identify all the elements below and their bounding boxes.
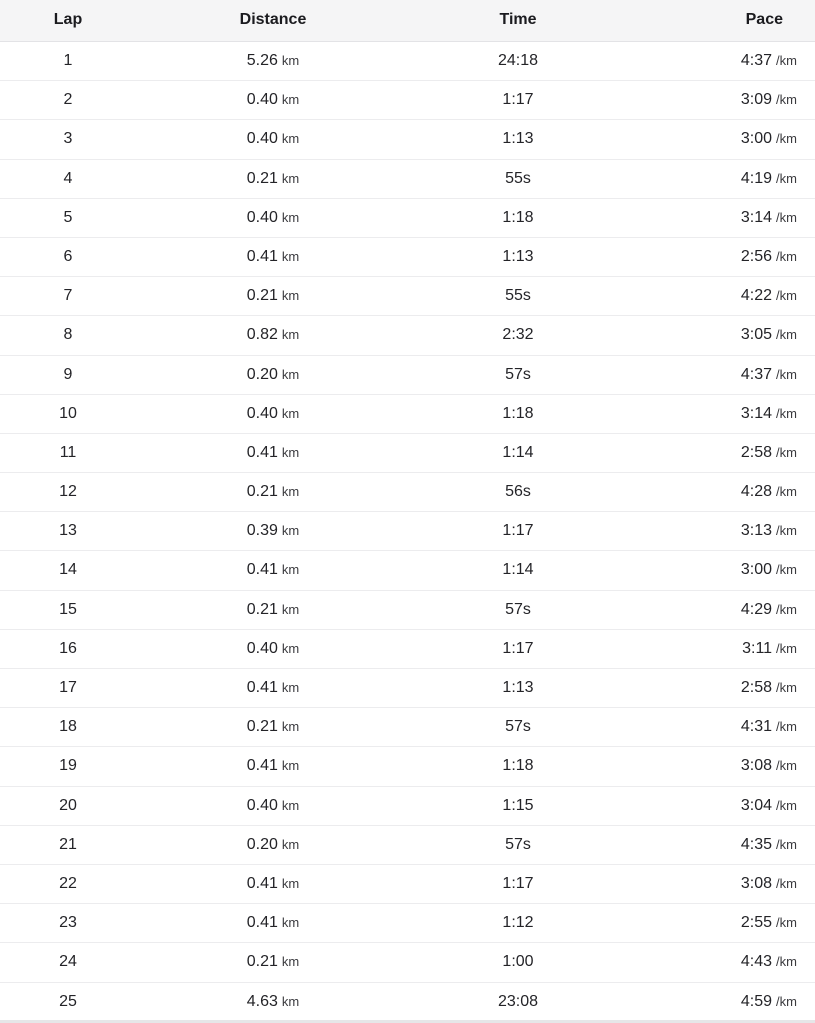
lap-pace-value: 3:08 [740,757,773,775]
lap-pace-value: 2:58 [740,443,773,461]
table-body [0,42,815,1022]
lap-distance-value: 0.40 [246,796,278,814]
lap-distance [223,914,323,932]
column-header-pace[interactable]: Pace [745,11,783,28]
lap-pace-value: 3:14 [740,404,773,422]
lap-time: 55s [505,169,531,187]
lap-distance-value: 0.40 [246,208,278,226]
lap-number: 4 [63,169,73,187]
distance-unit: km [281,405,300,421]
lap-distance-value: 0.82 [246,326,278,344]
distance-unit: km [281,209,300,225]
lap-distance-value: 0.41 [246,757,278,775]
lap-pace [741,444,797,462]
table-row[interactable] [0,747,815,786]
lap-time: 1:18 [502,404,534,422]
pace-unit: /km [776,327,797,343]
lap-number: 14 [59,561,77,579]
lap-distance [223,679,323,697]
table-row[interactable] [0,199,815,238]
lap-distance [223,993,323,1011]
table-row[interactable] [0,551,815,590]
table-row[interactable] [0,42,815,81]
lap-pace [741,718,797,736]
lap-time: 1:17 [502,91,534,109]
distance-unit: km [281,248,300,264]
lap-distance-value: 0.40 [246,130,278,148]
lap-pace [741,953,797,971]
lap-distance-value: 0.21 [246,169,278,187]
lap-pace-value: 3:08 [740,874,773,892]
lap-distance [223,836,323,854]
lap-pace-value: 4:37 [740,52,773,69]
lap-distance-value: 0.40 [246,639,278,657]
lap-time: 1:18 [502,208,534,226]
lap-pace [741,914,797,932]
lap-pace [741,601,797,619]
lap-distance-value: 0.41 [246,914,278,932]
lap-distance-value: 0.20 [246,365,278,383]
pace-unit: /km [776,915,797,931]
table-row[interactable] [0,277,815,316]
lap-number: 2 [63,91,73,109]
lap-distance-value: 0.41 [246,443,278,461]
distance-unit: km [281,92,300,108]
lap-pace [741,130,797,148]
lap-pace [741,757,797,775]
table-header [0,0,815,42]
lap-time: 1:13 [502,130,534,148]
pace-unit: /km [776,366,797,382]
lap-pace-value: 4:31 [740,718,773,736]
distance-unit: km [281,366,300,382]
lap-distance-value: 0.39 [246,522,278,540]
lap-time: 1:15 [502,796,534,814]
lap-distance [223,287,323,305]
lap-pace-value: 4:28 [740,483,773,501]
pace-unit: /km [776,875,797,891]
table-row[interactable] [0,787,815,826]
lap-number: 17 [59,679,77,696]
table-row[interactable] [0,630,815,669]
lap-pace [741,405,797,423]
distance-unit: km [281,954,300,970]
lap-number: 8 [63,326,73,344]
table-row[interactable] [0,395,815,434]
pace-unit: /km [776,562,797,578]
lap-distance [223,718,323,736]
lap-pace-value: 4:22 [740,287,773,305]
lap-distance [223,757,323,775]
lap-distance [223,522,323,540]
lap-pace-value: 2:56 [740,247,773,265]
pace-unit: /km [776,797,797,813]
lap-number: 24 [59,953,77,971]
lap-distance [223,640,323,658]
lap-time: 1:14 [502,561,534,579]
lap-pace-value: 3:13 [740,522,773,540]
lap-distance-value: 0.41 [246,874,278,892]
lap-distance [223,444,323,462]
lap-pace [741,993,797,1011]
lap-pace-value: 4:43 [740,953,773,971]
lap-number: 12 [59,483,77,501]
distance-unit: km [281,562,300,578]
lap-pace-value: 4:19 [740,169,773,187]
lap-distance [223,601,323,619]
lap-distance [223,875,323,893]
lap-distance [223,405,323,423]
distance-unit: km [281,484,300,500]
lap-pace [742,640,797,658]
table-row[interactable] [0,473,815,512]
pace-unit: /km [776,92,797,108]
lap-distance-value: 0.21 [246,718,278,736]
distance-unit: km [281,875,300,891]
lap-pace-value: 3:14 [740,208,773,226]
table-row[interactable] [0,669,815,708]
table-row[interactable] [0,708,815,747]
lap-distance-value: 0.21 [246,483,278,501]
lap-distance-value: 0.20 [246,835,278,853]
pace-unit: /km [776,405,797,421]
lap-pace-value: 3:00 [740,561,773,579]
distance-unit: km [281,680,300,695]
lap-pace [741,287,797,305]
lap-time: 1:00 [502,953,534,971]
lap-time: 2:32 [502,326,534,344]
column-header-lap[interactable]: Lap [53,11,83,28]
lap-number: 18 [59,718,77,736]
table-row[interactable] [0,983,815,1022]
lap-distance [223,561,323,579]
lap-distance [223,797,323,815]
pace-unit: /km [776,53,797,68]
distance-unit: km [281,915,300,931]
lap-time: 1:17 [502,639,534,657]
lap-distance [223,170,323,188]
lap-distance-value: 0.41 [246,679,278,696]
lap-pace-value: 4:37 [740,365,773,383]
column-header-time[interactable]: Time [499,11,537,28]
lap-time: 1:13 [502,247,534,265]
lap-distance-value: 5.26 [246,52,278,69]
lap-time: 1:17 [502,874,534,892]
table-row[interactable] [0,826,815,865]
pace-unit: /km [776,209,797,225]
lap-number: 25 [59,992,77,1010]
lap-number: 23 [59,914,77,932]
table-row[interactable] [0,434,815,473]
table-row[interactable] [0,160,815,199]
lap-number: 21 [59,835,77,853]
lap-time: 57s [505,835,531,853]
lap-distance [223,326,323,344]
distance-unit: km [281,836,300,852]
lap-pace [741,52,797,70]
distance-unit: km [281,797,300,813]
lap-distance-value: 0.21 [246,287,278,305]
lap-number: 16 [59,639,77,657]
table-row[interactable] [0,81,815,120]
distance-unit: km [281,288,300,304]
lap-pace [741,326,797,344]
lap-pace [741,91,797,109]
pace-unit: /km [776,170,797,186]
lap-pace [741,209,797,227]
table-row[interactable] [0,356,815,395]
lap-pace [741,522,797,540]
lap-time: 56s [505,483,531,501]
table-row[interactable] [0,120,815,159]
lap-distance-value: 0.21 [246,600,278,618]
lap-pace-value: 3:04 [740,796,773,814]
lap-time: 24:18 [497,52,539,69]
lap-distance [223,248,323,266]
lap-time: 1:13 [502,679,534,696]
lap-number: 13 [59,522,77,540]
pace-unit: /km [776,993,797,1009]
lap-number: 7 [63,287,73,305]
lap-distance-value: 0.40 [246,404,278,422]
distance-unit: km [281,170,300,186]
distance-unit: km [281,53,300,68]
table-row[interactable] [0,316,815,355]
lap-distance [223,52,323,70]
lap-pace-value: 3:11 [742,639,773,657]
distance-unit: km [281,758,300,774]
lap-pace-value: 2:55 [740,914,773,932]
lap-distance-value: 0.41 [246,247,278,265]
lap-pace-value: 4:35 [740,835,773,853]
distance-unit: km [281,719,300,735]
lap-distance-value: 4.63 [246,992,278,1010]
lap-time: 55s [505,287,531,305]
table-row[interactable] [0,943,815,982]
pace-unit: /km [776,640,797,656]
lap-pace-value: 2:58 [740,679,773,696]
distance-unit: km [281,523,300,539]
distance-unit: km [281,444,300,460]
lap-time: 1:18 [502,757,534,775]
lap-time: 57s [505,600,531,618]
lap-pace [741,366,797,384]
lap-distance [223,366,323,384]
distance-unit: km [281,131,300,147]
pace-unit: /km [776,248,797,264]
lap-number: 22 [59,874,77,892]
pace-unit: /km [776,719,797,735]
table-row[interactable] [0,238,815,277]
lap-time: 1:12 [502,914,534,932]
lap-number: 15 [59,600,77,618]
table-row[interactable] [0,865,815,904]
lap-number: 9 [63,365,73,383]
lap-time: 1:14 [502,443,534,461]
lap-pace [741,248,797,266]
lap-time: 23:08 [497,992,539,1010]
pace-unit: /km [776,954,797,970]
table-row[interactable] [0,904,815,943]
pace-unit: /km [776,288,797,304]
lap-number: 1 [63,52,73,69]
lap-distance-value: 0.41 [246,561,278,579]
lap-time: 1:17 [502,522,534,540]
lap-number: 5 [63,208,73,226]
lap-pace [741,561,797,579]
pace-unit: /km [776,444,797,460]
lap-pace-value: 4:59 [740,992,773,1010]
pace-unit: /km [776,758,797,774]
lap-time: 57s [505,718,531,736]
lap-number: 3 [63,130,73,148]
lap-distance-value: 0.40 [246,91,278,109]
pace-unit: /km [776,836,797,852]
distance-unit: km [281,601,300,617]
pace-unit: /km [776,680,797,695]
lap-number: 20 [59,796,77,814]
distance-unit: km [281,993,300,1009]
lap-pace-value: 3:09 [740,91,773,109]
lap-number: 11 [59,443,77,461]
table-row[interactable] [0,591,815,630]
lap-pace [741,797,797,815]
column-header-distance[interactable]: Distance [239,11,307,28]
lap-distance [223,130,323,148]
lap-pace-value: 3:05 [740,326,773,344]
lap-pace [741,483,797,501]
lap-distance [223,483,323,501]
distance-unit: km [281,327,300,343]
pace-unit: /km [776,131,797,147]
lap-distance [223,953,323,971]
lap-pace [741,875,797,893]
pace-unit: /km [776,601,797,617]
lap-pace-value: 4:29 [740,600,773,618]
lap-distance [223,91,323,109]
pace-unit: /km [776,523,797,539]
lap-pace [741,170,797,188]
lap-pace [741,679,797,697]
pace-unit: /km [776,484,797,500]
lap-pace-value: 3:00 [740,130,773,148]
lap-number: 19 [59,757,77,775]
lap-number: 10 [59,404,77,422]
lap-distance [223,209,323,227]
lap-number: 6 [63,247,73,265]
lap-distance-value: 0.21 [246,953,278,971]
lap-pace [741,836,797,854]
table-row[interactable] [0,512,815,551]
distance-unit: km [281,640,300,656]
lap-time: 57s [505,365,531,383]
